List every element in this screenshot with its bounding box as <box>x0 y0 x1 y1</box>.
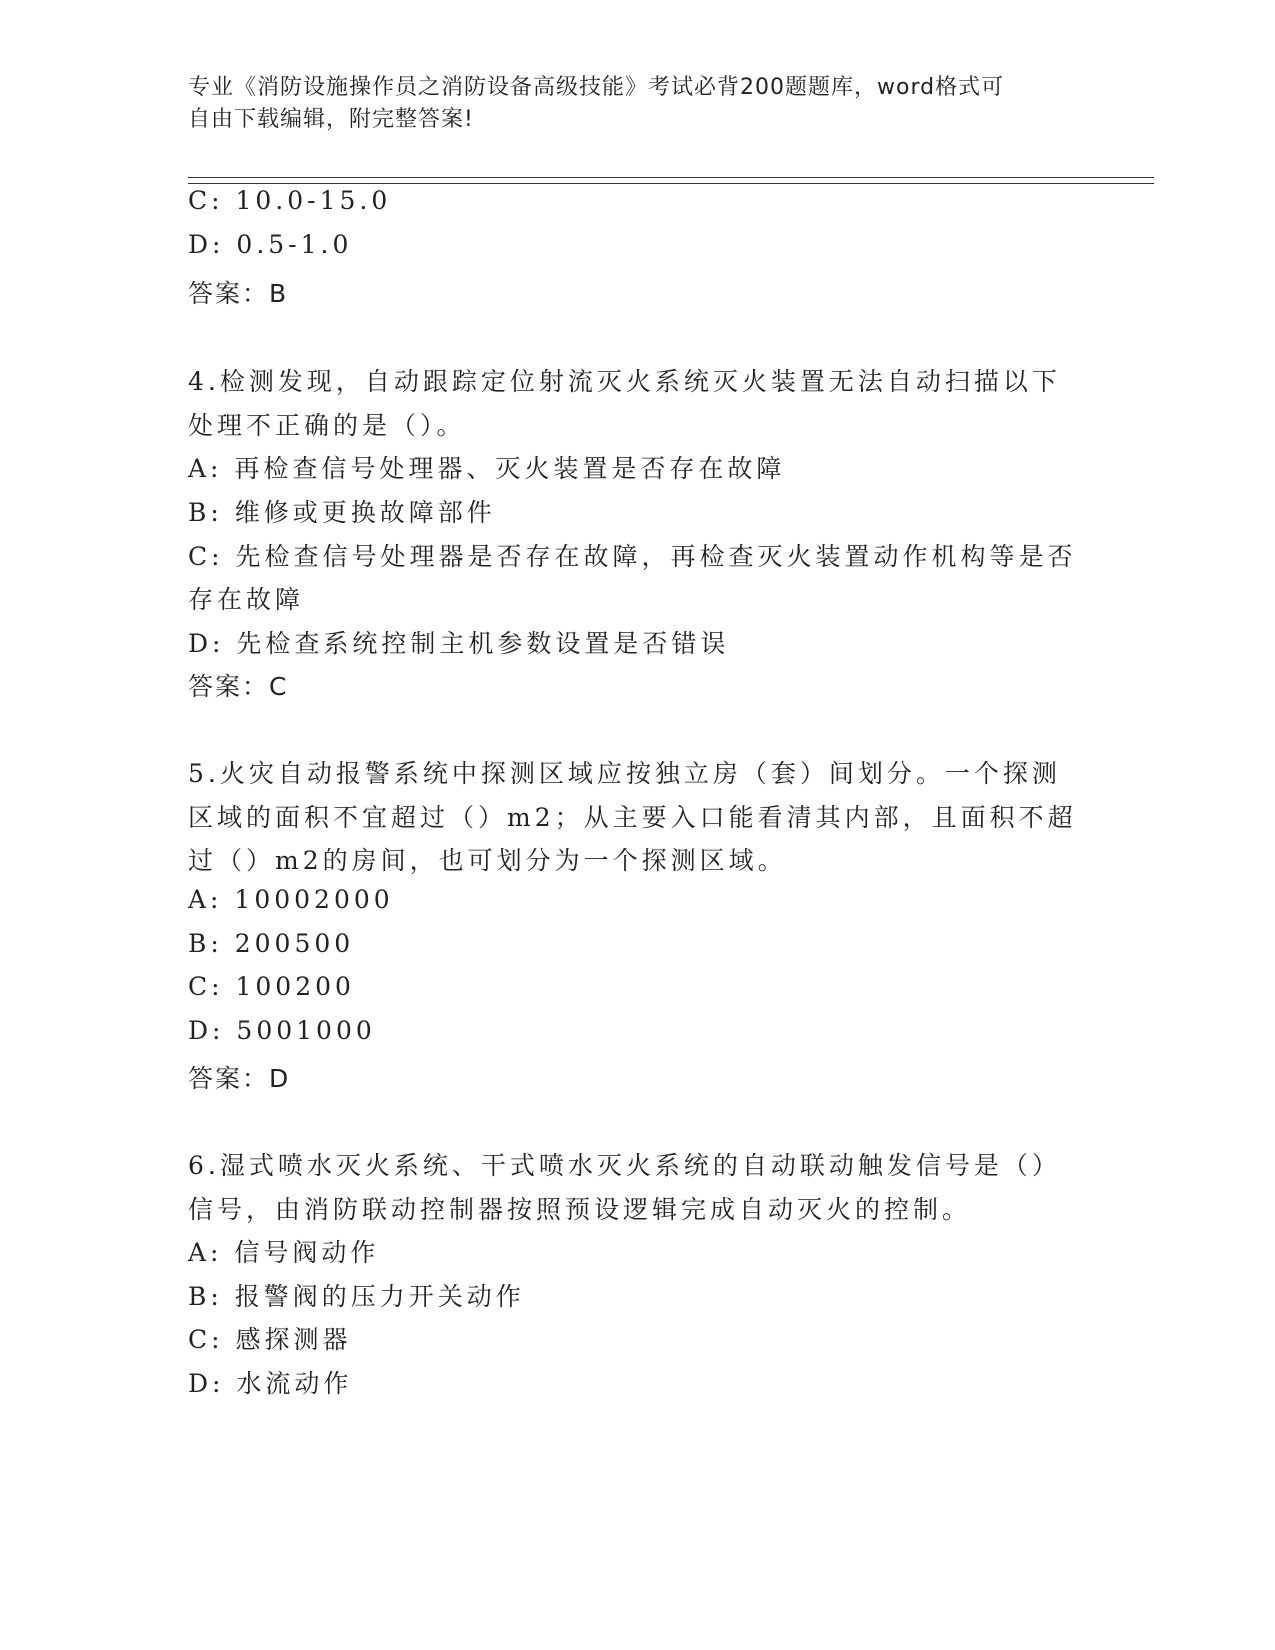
option-a: A: 再检查信号处理器、灭火装置是否存在故障 <box>188 454 786 483</box>
option-c: C: 10.0-15.0 <box>188 186 392 215</box>
option-c: C: 感探测器 <box>188 1325 352 1354</box>
header-title-line-1: 专业《消防设施操作员之消防设备高级技能》考试必背200题题库，word格式可 <box>188 75 1005 100</box>
question-stem-line: 过（）m2的房间，也可划分为一个探测区域。 <box>188 846 787 875</box>
option-d: D: 0.5-1.0 <box>188 230 353 259</box>
question-stem-line: 处理不正确的是（）。 <box>188 411 466 440</box>
option-b: B: 200500 <box>188 929 355 958</box>
question-stem-line: 信号，由消防联动控制器按照预设逻辑完成自动灭火的控制。 <box>188 1195 972 1224</box>
option-b: B: 维修或更换故障部件 <box>188 498 496 527</box>
answer-line: 答案：B <box>188 279 289 308</box>
document-header <box>188 72 1068 136</box>
option-c: C: 先检查信号处理器是否存在故障，再检查灭火装置动作机构等是否 <box>188 542 1077 571</box>
option-d: D: 先检查系统控制主机参数设置是否错误 <box>188 629 730 658</box>
option-a: A: 10002000 <box>188 885 394 914</box>
option-d: D: 水流动作 <box>188 1369 353 1398</box>
question-stem-line: 区域的面积不宜超过（）m2；从主要入口能看清其内部，且面积不超 <box>188 803 1077 832</box>
answer-line: 答案：D <box>188 1064 291 1093</box>
option-d: D: 5001000 <box>188 1016 376 1045</box>
option-a: A: 信号阀动作 <box>188 1238 380 1267</box>
option-c-continued: 存在故障 <box>188 585 305 614</box>
option-c: C: 100200 <box>188 972 355 1001</box>
question-stem-line: 6.湿式喷水灭火系统、干式喷水灭火系统的自动联动触发信号是（） <box>188 1151 1061 1180</box>
question-stem-line: 5.火灾自动报警系统中探测区域应按独立房（套）间划分。一个探测 <box>188 759 1061 788</box>
question-stem-line: 4.检测发现，自动跟踪定位射流灭火系统灭火装置无法自动扫描以下 <box>188 367 1061 396</box>
option-b: B: 报警阀的压力开关动作 <box>188 1282 525 1311</box>
header-divider-bottom <box>188 183 1154 184</box>
header-title-line-2: 自由下载编辑，附完整答案! <box>188 107 474 132</box>
header-divider-top <box>188 177 1154 178</box>
answer-line: 答案：C <box>188 672 289 701</box>
